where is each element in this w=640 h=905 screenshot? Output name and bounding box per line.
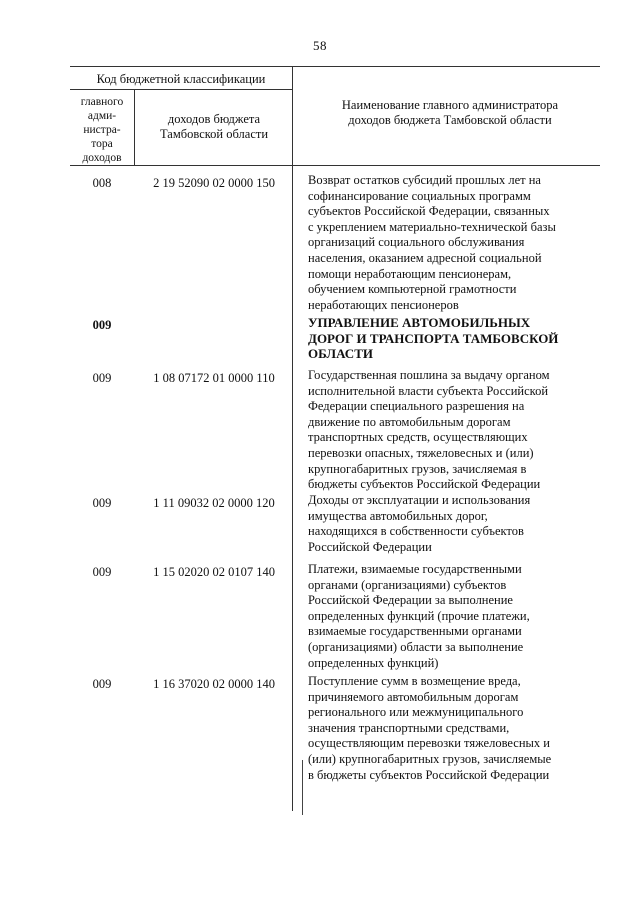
code-group-divider [70, 89, 292, 90]
budget-code-cell: 1 16 37020 02 0000 140 [153, 677, 275, 691]
admin-code-cell: 009 [92, 677, 112, 691]
column-divider-stray [302, 760, 303, 815]
admin-code-cell: 008 [92, 176, 112, 190]
column-divider-name [292, 66, 293, 811]
code-group-title: Код бюджетной классификации [96, 72, 266, 86]
page-number: 58 [313, 38, 327, 53]
budget-code-cell: 1 15 02020 02 0107 140 [153, 565, 275, 579]
budget-code-cell: 1 11 09032 02 0000 120 [153, 496, 275, 510]
admin-code-cell: 009 [92, 565, 112, 579]
name-cell: Поступление сумм в возмещение вреда, причиняемого автомобильным дорогам регионального или межмуниципального значения транспортными средствами, осуществляющим перевозки тяжеловесных и (или) крупногабаритных грузов, зачисляемые в бюджеты субъектов Российской Федерации [308, 674, 552, 782]
column-divider-admin [134, 89, 135, 165]
budget-code-cell: 2 19 52090 02 0000 150 [153, 176, 275, 190]
header-bottom-border [70, 165, 600, 166]
table-top-border [70, 66, 600, 67]
admin-code-cell: 009 [92, 318, 112, 332]
section-heading: УПРАВЛЕНИЕ АВТОМОБИЛЬНЫХ ДОРОГ И ТРАНСПОРТА ТАМБОВСКОЙ ОБЛАСТИ [308, 315, 559, 362]
admin-column-header: главного адми- нистра- тора доходов [80, 96, 124, 164]
name-cell: Государственная пошлина за выдачу органом исполнительной власти субъекта Российской Федерации специального разрешения на движение по автомобильным дорогам транспортных средств, осуществляющих перевозки опасных, тяжеловесных и (или) крупногабаритных грузов, зачисляемая в бюджеты субъектов Российской Федерации [308, 368, 550, 492]
name-cell: Возврат остатков субсидий прошлых лет на софинансирование социальных программ субъектов Российской Федерации, связанных с укреплением материально-технической базы организаций социального обслуживания населения, оказанием адресной социальной помощи неработающим пенсионерам, обучением компьютерной грамотности неработающих пенсионеров [308, 173, 556, 312]
name-cell: Доходы от эксплуатации и использования имущества автомобильных дорог, находящихся в собственности субъектов Российской Федерации [308, 493, 531, 554]
name-column-header: Наименование главного администратора доходов бюджета Тамбовской области [341, 98, 559, 127]
admin-code-cell: 009 [92, 371, 112, 385]
name-cell: Платежи, взимаемые государственными органами (организациями) субъектов Российской Федерации за выполнение определенных функций (прочие платежи, взимаемые государственными органами (организациями) области за выполнение определенных функций) [308, 562, 530, 670]
income-column-header: доходов бюджета Тамбовской области [159, 112, 269, 141]
budget-code-cell: 1 08 07172 01 0000 110 [153, 371, 275, 385]
admin-code-cell: 009 [92, 496, 112, 510]
